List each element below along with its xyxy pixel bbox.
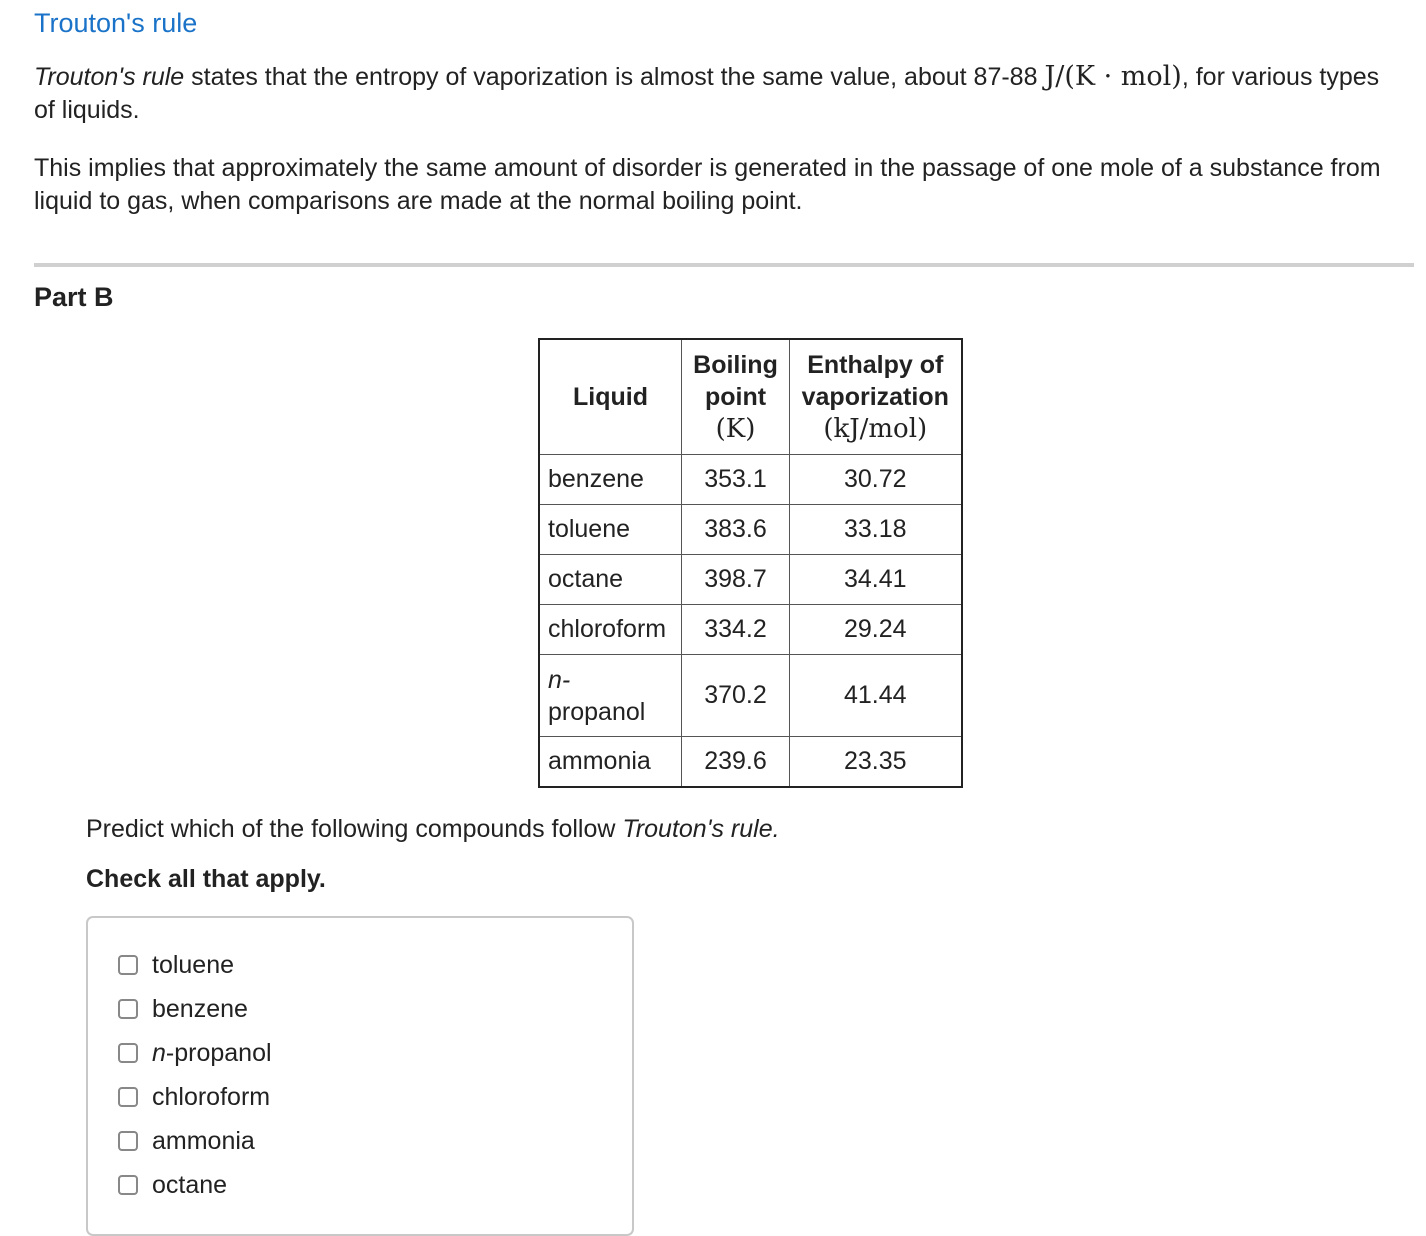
choice-label: ammonia [152, 1127, 255, 1155]
header-enthalpy-unit: (kJ/mol) [823, 414, 928, 444]
cell-boiling-point: 383.6 [682, 505, 790, 555]
liquid-prefix-italic: n- [548, 665, 571, 694]
choice-label: octane [152, 1171, 228, 1199]
intro-paragraph [34, 60, 1404, 127]
cell-boiling-point: 334.2 [682, 605, 790, 655]
checkbox[interactable] [118, 1175, 138, 1195]
cell-enthalpy: 30.72 [790, 455, 962, 505]
cell-liquid: toluene [539, 505, 682, 555]
table-row [539, 605, 962, 655]
intro-paragraph-2: This implies that approximately the same amount of disorder is generated in the passage of one mole of a substance from liquid to gas, when comparisons are made at the normal boiling point. [34, 154, 1381, 215]
question-prompt [86, 812, 780, 846]
cell-boiling-point: 353.1 [682, 455, 790, 505]
choice-ammonia[interactable] [118, 1124, 255, 1158]
choice-prefix-italic: n [152, 1039, 166, 1067]
choice-toluene[interactable] [118, 948, 234, 982]
cell-enthalpy: 33.18 [790, 505, 962, 555]
liquids-table [538, 338, 963, 788]
intro-text-a: states that the entropy of vaporization is almost the same value, about 87-88 [184, 63, 1045, 91]
choice-label [152, 1036, 272, 1070]
choice-octane[interactable] [118, 1168, 227, 1202]
header-enthalpy [790, 339, 962, 455]
cell-liquid: octane [539, 555, 682, 605]
cell-boiling-point: 370.2 [682, 655, 790, 737]
rule-name-italic: Trouton's rule [34, 63, 185, 91]
prompt-rule-italic: Trouton's rule. [622, 815, 780, 843]
cell-enthalpy: 34.41 [790, 555, 962, 605]
header-boiling-point [682, 339, 790, 455]
table-row [539, 455, 962, 505]
entropy-unit: J/(K · mol) [1044, 61, 1182, 92]
cell-enthalpy: 29.24 [790, 605, 962, 655]
part-title: Part B [34, 282, 114, 312]
header-liquid: Liquid [539, 339, 682, 455]
table-header-row [539, 339, 962, 455]
cell-liquid: benzene [539, 455, 682, 505]
checkbox[interactable] [118, 1043, 138, 1063]
section-divider [34, 263, 1414, 267]
header-boiling-unit: (K) [715, 414, 756, 444]
table-row [539, 555, 962, 605]
prompt-text: Predict which of the following compounds follow [86, 815, 623, 843]
choice-label: chloroform [152, 1083, 271, 1111]
cell-enthalpy: 41.44 [790, 655, 962, 737]
cell-enthalpy: 23.35 [790, 737, 962, 788]
choice-benzene[interactable] [118, 992, 248, 1026]
header-enthalpy-line2: vaporization [801, 383, 949, 411]
choice-chloroform[interactable] [118, 1080, 270, 1114]
cell-liquid: chloroform [539, 605, 682, 655]
checkbox[interactable] [118, 1131, 138, 1151]
header-boiling-line2: point [704, 383, 767, 411]
choice-label: benzene [152, 995, 248, 1023]
trouton-rule-link[interactable]: Trouton's rule [34, 8, 198, 38]
table-row [539, 737, 962, 788]
choice-label-rest: -propanol [165, 1039, 272, 1067]
choice-n-propanol[interactable] [118, 1036, 272, 1070]
header-enthalpy-line1: Enthalpy of [807, 351, 944, 379]
checkbox[interactable] [118, 955, 138, 975]
cell-boiling-point: 398.7 [682, 555, 790, 605]
table-row [539, 505, 962, 555]
liquid-name: propanol [548, 697, 646, 726]
intro-text-b: , for various types of liquids. [34, 63, 1380, 124]
cell-liquid: ammonia [539, 737, 682, 788]
choices-box [86, 916, 634, 1236]
table-row [539, 655, 962, 737]
cell-boiling-point: 239.6 [682, 737, 790, 788]
header-boiling-line1: Boiling [693, 351, 778, 379]
instruction-text: Check all that apply. [86, 865, 326, 893]
cell-liquid [539, 655, 682, 737]
checkbox[interactable] [118, 999, 138, 1019]
choice-label: toluene [152, 951, 235, 979]
checkbox[interactable] [118, 1087, 138, 1107]
